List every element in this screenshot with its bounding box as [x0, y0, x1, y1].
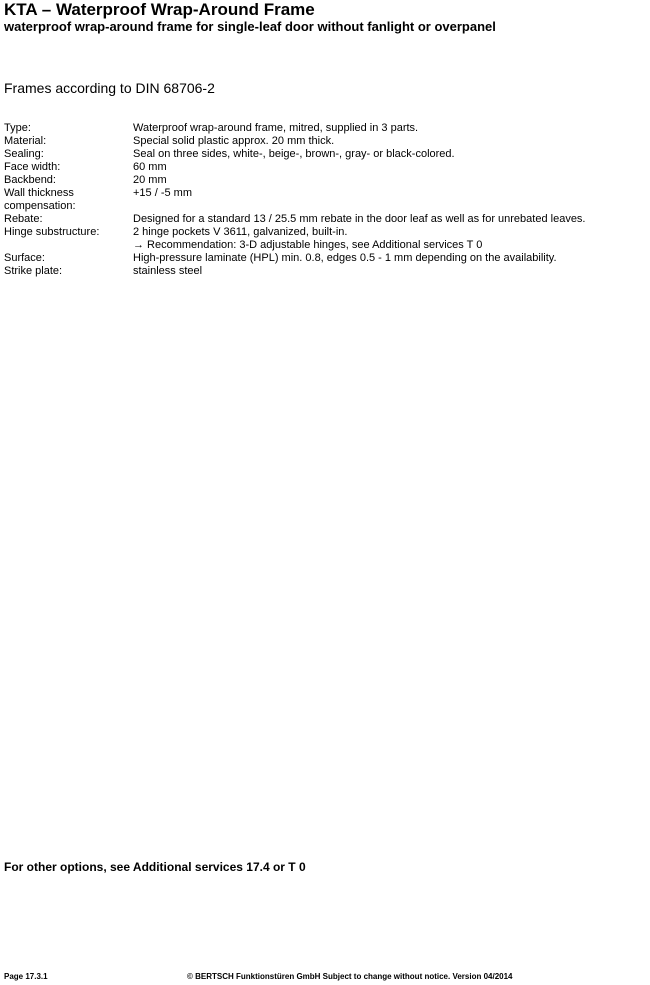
page-title: KTA – Waterproof Wrap-Around Frame	[4, 0, 315, 19]
spec-row-material	[4, 135, 644, 148]
spec-label: Face width:	[4, 161, 61, 173]
spec-value: Seal on three sides, white-, beige-, brown-, gray- or black-colored.	[133, 148, 455, 160]
spec-row-wall-thickness	[4, 187, 644, 200]
spec-row-face-width	[4, 161, 644, 174]
spec-label: Backbend:	[4, 174, 56, 186]
spec-row-hinge-recommendation	[4, 239, 644, 252]
spec-value: stainless steel	[133, 265, 203, 277]
spec-row-type	[4, 122, 644, 135]
spec-value	[133, 200, 644, 213]
spec-value: High-pressure laminate (HPL) min. 0.8, edges 0.5 - 1 mm depending on the availability.	[133, 252, 557, 264]
spec-value: 60 mm	[133, 161, 167, 173]
spec-row-strike-plate	[4, 265, 644, 278]
spec-row-wall-thickness-cont	[4, 200, 644, 213]
spec-label: Surface:	[4, 252, 45, 264]
spec-label	[4, 239, 133, 252]
footer-copyright: © BERTSCH Funktionstüren GmbH Subject to change without notice. Version 04/2014	[187, 972, 513, 981]
spec-label: Sealing:	[4, 148, 44, 160]
page-subtitle: waterproof wrap-around frame for single-leaf door without fanlight or overpanel	[4, 19, 496, 34]
spec-value: → Recommendation: 3-D adjustable hinges, see Additional services T 0	[133, 239, 483, 251]
footer-page-number: Page 17.3.1	[4, 972, 48, 981]
spec-value: 20 mm	[133, 174, 167, 186]
spec-value: Waterproof wrap-around frame, mitred, supplied in 3 parts.	[133, 122, 419, 134]
spec-row-sealing	[4, 148, 644, 161]
spec-label: Hinge substructure:	[4, 226, 100, 238]
spec-label: Type:	[4, 122, 31, 134]
spec-table	[4, 122, 644, 278]
spec-label: Strike plate:	[4, 265, 63, 277]
spec-label: compensation:	[4, 200, 76, 212]
options-note: For other options, see Additional services 17.4 or T 0	[4, 860, 306, 874]
spec-row-surface	[4, 252, 644, 265]
section-heading: Frames according to DIN 68706-2	[4, 80, 215, 96]
spec-label: Rebate:	[4, 213, 43, 225]
spec-row-hinge-substructure	[4, 226, 644, 239]
spec-row-backbend	[4, 174, 644, 187]
spec-label: Wall thickness	[4, 187, 74, 199]
spec-value: +15 / -5 mm	[133, 187, 192, 199]
spec-value: 2 hinge pockets V 3611, galvanized, built-in.	[133, 226, 348, 238]
spec-row-rebate	[4, 213, 644, 226]
spec-value: Designed for a standard 13 / 25.5 mm rebate in the door leaf as well as for unrebated leaves.	[133, 213, 586, 225]
spec-value: Special solid plastic approx. 20 mm thick.	[133, 135, 335, 147]
spec-label: Material:	[4, 135, 47, 147]
